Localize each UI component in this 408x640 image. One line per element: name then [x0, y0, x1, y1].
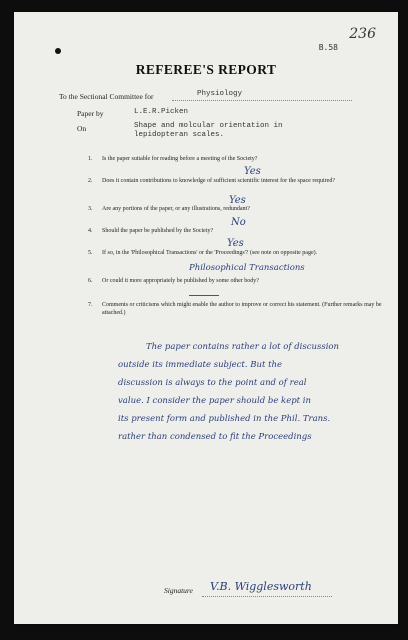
question-number: 4. [88, 228, 93, 234]
comment-line: value. I consider the paper should be kept in [118, 396, 311, 406]
question-number: 3. [88, 206, 93, 212]
committee-value: Physiology [197, 90, 243, 98]
answer-2: Yes [229, 195, 246, 206]
signature-value: V.B. Wigglesworth [210, 580, 312, 593]
question-text: Should the paper be published by the Society? [102, 228, 214, 234]
committee-label: To the Sectional Committee for [59, 92, 154, 101]
question-number: 7. [88, 302, 93, 308]
author-value: L.E.R.Picken [134, 108, 189, 116]
page-number: 236 [349, 26, 376, 42]
comment-line: discussion is always to the point and of real [118, 378, 307, 388]
on-label: On [77, 124, 87, 133]
question-text: If so, in the 'Philosophical Transactions' or the 'Proceedings'? (see note on opposite page). [102, 250, 318, 256]
question-text: Or could it more appropriately be published by some other body? [102, 278, 259, 284]
signature-label: Signature [164, 586, 193, 595]
page-title: REFEREE'S REPORT [135, 62, 277, 77]
punch-hole [55, 48, 61, 54]
question-number: 5. [88, 250, 93, 256]
question-number: 1. [88, 156, 93, 162]
question-number: 6. [88, 278, 93, 284]
comment-line: The paper contains rather a lot of discussion [146, 342, 340, 352]
comment-line: outside its immediate subject. But the [118, 360, 282, 370]
comment-line: its present form and published in the Phil. Trans. [118, 414, 331, 424]
question-text: Is the paper suitable for reading before a meeting of the Society? [102, 156, 258, 162]
on-value-line2: lepidopteran scales. [134, 131, 225, 139]
question-text: Does it contain contributions to knowledge of sufficient scientific interest for the space required? [102, 178, 335, 184]
signature-dotline [202, 596, 332, 597]
question-text: Are any portions of the paper, or any illustrations, redundant? [102, 206, 250, 212]
author-label: Paper by [77, 109, 104, 118]
answer-6-rule [189, 295, 219, 296]
comment-line: rather than condensed to fit the Proceedings [118, 432, 312, 442]
answer-3: No [231, 217, 246, 228]
question-number: 2. [88, 178, 93, 184]
committee-dotline [172, 100, 352, 101]
answer-5: Philosophical Transactions [189, 263, 305, 273]
answer-1: Yes [244, 166, 261, 177]
on-value-line1: Shape and molcular orientation in [134, 122, 283, 130]
referee-report-sheet [14, 12, 398, 624]
answer-4: Yes [227, 238, 244, 249]
form-reference: B.58 [318, 43, 338, 52]
question-text: Comments or criticisms which might enable the author to improve or correct his statement. (Further remarks may be attached.) [102, 302, 382, 316]
